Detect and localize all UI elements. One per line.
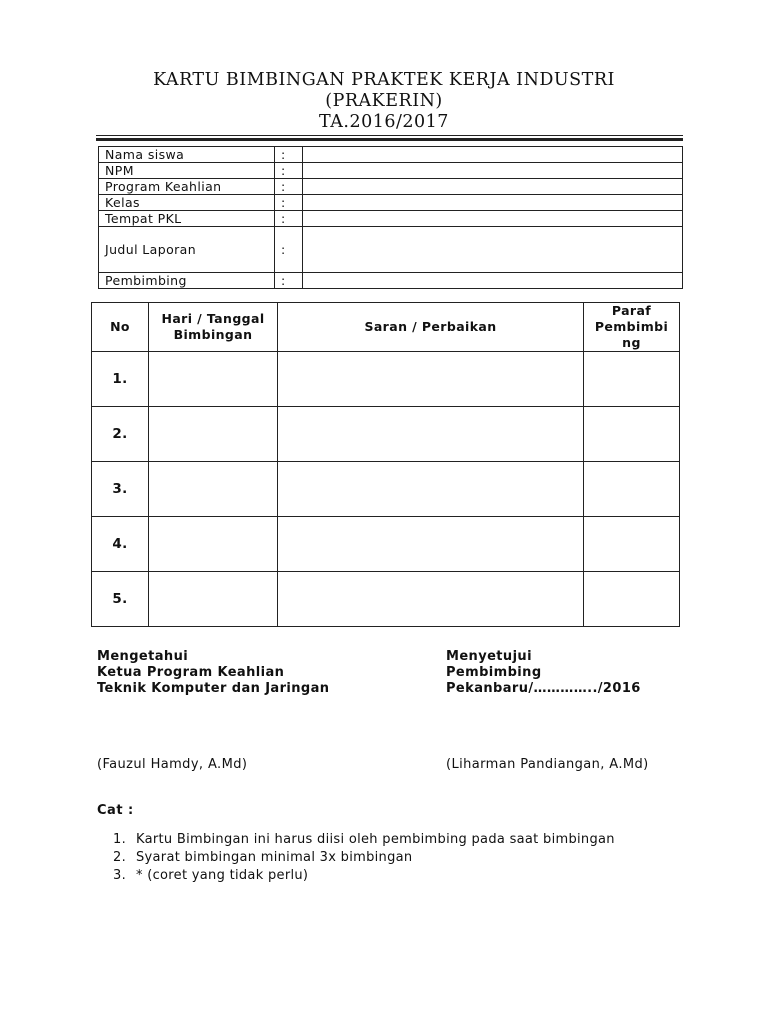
date-cell[interactable] [149, 407, 278, 462]
info-colon: : [275, 147, 303, 163]
advice-cell[interactable] [278, 517, 584, 572]
info-row-nama [99, 147, 683, 163]
sig-right-line1: Menyetujui [446, 649, 532, 664]
advice-cell[interactable] [278, 407, 584, 462]
signature-cell[interactable] [584, 572, 680, 627]
row-number: 1. [92, 352, 149, 407]
signatory-name-right: (Liharman Pandiangan, A.Md) [446, 757, 649, 772]
col-header-no: No [92, 303, 149, 352]
row-number: 4. [92, 517, 149, 572]
row-number: 2. [92, 407, 149, 462]
info-value-npm[interactable] [303, 163, 683, 179]
sig-left-line2: Ketua Program Keahlian [97, 665, 285, 680]
date-cell[interactable] [149, 462, 278, 517]
info-label: Tempat PKL [99, 211, 275, 227]
info-row-judul [99, 227, 683, 273]
advice-cell[interactable] [278, 572, 584, 627]
info-value-kelas[interactable] [303, 195, 683, 211]
date-cell[interactable] [149, 352, 278, 407]
document-subtitle: (PRAKERIN) [325, 91, 443, 111]
guidance-header-row [92, 303, 680, 352]
row-number: 5. [92, 572, 149, 627]
table-row [92, 517, 680, 572]
info-value-judul[interactable] [303, 227, 683, 273]
table-row [92, 352, 680, 407]
date-cell[interactable] [149, 517, 278, 572]
info-value-pembimbing[interactable] [303, 273, 683, 289]
sig-right-line3: Pekanbaru/…………../2016 [446, 681, 641, 696]
advice-cell[interactable] [278, 462, 584, 517]
info-label: NPM [99, 163, 275, 179]
header-rule-thin [96, 135, 683, 136]
info-value-nama[interactable] [303, 147, 683, 163]
note-number: 2. [113, 850, 127, 865]
note-text: Syarat bimbingan minimal 3x bimbingan [136, 850, 413, 865]
note-text: * (coret yang tidak perlu) [136, 868, 309, 883]
col-header-signature: Paraf Pembimbi ng [584, 303, 680, 352]
info-value-tempat[interactable] [303, 211, 683, 227]
sig-left-line3: Teknik Komputer dan Jaringan [97, 681, 330, 696]
info-label: Pembimbing [99, 273, 275, 289]
info-colon: : [275, 195, 303, 211]
note-number: 3. [113, 868, 127, 883]
note-text: Kartu Bimbingan ini harus diisi oleh pembimbing pada saat bimbingan [136, 832, 615, 847]
signature-block-left [97, 649, 329, 697]
signature-cell[interactable] [584, 407, 680, 462]
info-label: Kelas [99, 195, 275, 211]
note-number: 1. [113, 832, 127, 847]
notes-list [113, 831, 615, 885]
col-header-date: Hari / Tanggal Bimbingan [149, 303, 278, 352]
col-header-advice: Saran / Perbaikan [278, 303, 584, 352]
signatory-name-left: (Fauzul Hamdy, A.Md) [97, 757, 248, 772]
academic-year: TA.2016/2017 [319, 112, 449, 132]
info-label: Nama siswa [99, 147, 275, 163]
info-colon: : [275, 273, 303, 289]
row-number: 3. [92, 462, 149, 517]
notes-heading: Cat : [97, 803, 134, 818]
info-row-tempat [99, 211, 683, 227]
info-row-pembimbing [99, 273, 683, 289]
header-rule-thick [96, 138, 683, 141]
signature-cell[interactable] [584, 352, 680, 407]
list-item [113, 849, 615, 867]
signature-cell[interactable] [584, 517, 680, 572]
list-item [113, 831, 615, 849]
date-cell[interactable] [149, 572, 278, 627]
sig-left-line1: Mengetahui [97, 649, 189, 664]
info-row-program [99, 179, 683, 195]
info-colon: : [275, 211, 303, 227]
info-row-kelas [99, 195, 683, 211]
info-value-program[interactable] [303, 179, 683, 195]
signature-cell[interactable] [584, 462, 680, 517]
info-label: Judul Laporan [99, 227, 275, 273]
info-label: Program Keahlian [99, 179, 275, 195]
sig-right-line2: Pembimbing [446, 665, 542, 680]
student-info-table [98, 146, 683, 289]
document-title: KARTU BIMBINGAN PRAKTEK KERJA INDUSTRI [153, 70, 615, 90]
info-colon: : [275, 179, 303, 195]
info-colon: : [275, 163, 303, 179]
info-colon: : [275, 227, 303, 273]
guidance-table [91, 302, 680, 627]
advice-cell[interactable] [278, 352, 584, 407]
list-item [113, 867, 615, 885]
table-row [92, 407, 680, 462]
table-row [92, 462, 680, 517]
signature-block-right [446, 649, 641, 697]
table-row [92, 572, 680, 627]
info-row-npm [99, 163, 683, 179]
